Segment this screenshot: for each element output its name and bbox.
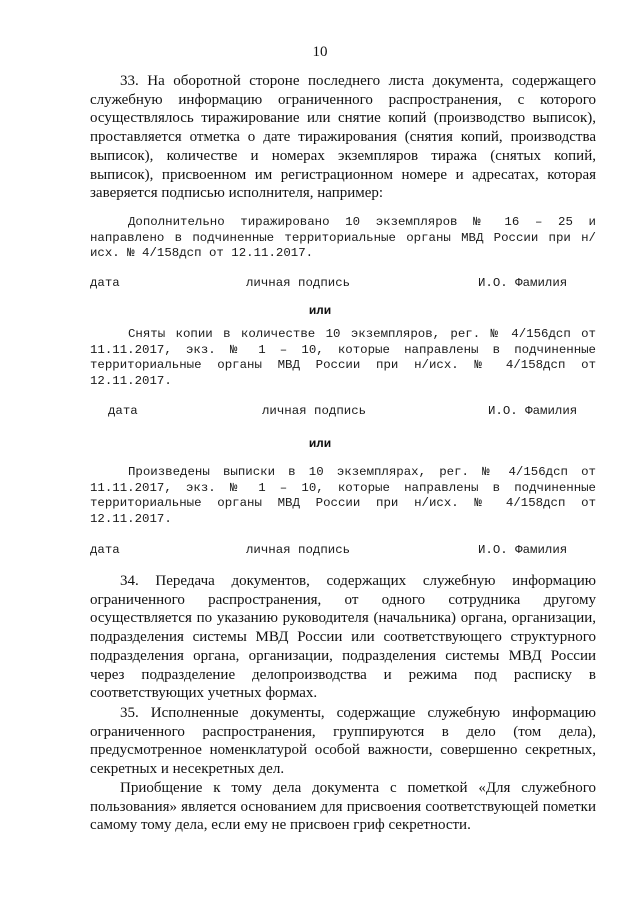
signature-label: личная подпись: [246, 543, 351, 557]
paragraph-35: 35. Исполненные документы, содержащие служебную информацию ограниченного распространения, группируются в дело (том дела), предусмотренное номенклатурой особой важности, совершенно секретных, секретных и несекретных дел.: [90, 705, 596, 778]
paragraph-34: 34. Передача документов, содержащих служебную информацию ограниченного распространения, от одного сотрудника другому осуществляется по указанию руководителя (начальника) органа, организации, подразделения системы МВД России или соответствующего структурного подразделения органа, организации, подразделения системы МВД России через подразделение делопроизводства и режима под расписку в соответствующих учетных формах.: [90, 573, 596, 702]
signature-row-2: [90, 404, 596, 420]
date-label: дата: [108, 404, 138, 418]
or-separator-2: или: [308, 437, 332, 451]
example-1-text: Дополнительно тиражировано 10 экземпляров № 16 – 25 и направлено в подчиненные территориальные органы МВД России при н/исх. № 4/158дсп от 12.11.2017.: [90, 215, 596, 260]
or-separator-1: или: [308, 304, 332, 318]
signature-label: личная подпись: [262, 404, 367, 418]
date-label: дата: [90, 276, 120, 290]
signature-row-3: [90, 543, 596, 559]
name-label: И.О. Фамилия: [478, 543, 568, 557]
example-2-text: Сняты копии в количестве 10 экземпляров, рег. № 4/156дсп от 11.11.2017, экз. № 1 – 10, которые направлены в подчиненные территориальные органы МВД России при н/исх. № 4/158дсп от 12.11.2017.: [90, 327, 596, 388]
example-3-text: Произведены выписки в 10 экземплярах, рег. № 4/156дсп от 11.11.2017, экз. № 1 – 10, которые направлены в подчиненные территориальные органы МВД России при н/исх. № 4/158дсп от 12.11.2017.: [90, 465, 596, 526]
signature-row-1: [90, 276, 596, 292]
name-label: И.О. Фамилия: [488, 404, 578, 418]
name-label: И.О. Фамилия: [478, 276, 568, 290]
page-number: 10: [312, 44, 328, 60]
paragraph-36: Приобщение к тому дела документа с пометкой «Для служебного пользования» является основанием для присвоения соответствующей пометки самому тому дела, если ему не присвоен гриф секретности.: [90, 780, 596, 834]
signature-label: личная подпись: [246, 276, 351, 290]
paragraph-33: 33. На оборотной стороне последнего листа документа, содержащего служебную информацию ограниченного распространения, с которого осуществлялось тиражирование или снятие копий (производство выписок), проставляется отметка о дате тиражирования (снятия копий, производства выписок), количестве и номерах экземпляров тиража (снятых копий, выписок), присвоенном им регистрационном номере и адресатах, которая заверяется подписью исполнителя, например:: [90, 73, 596, 202]
date-label: дата: [90, 543, 120, 557]
